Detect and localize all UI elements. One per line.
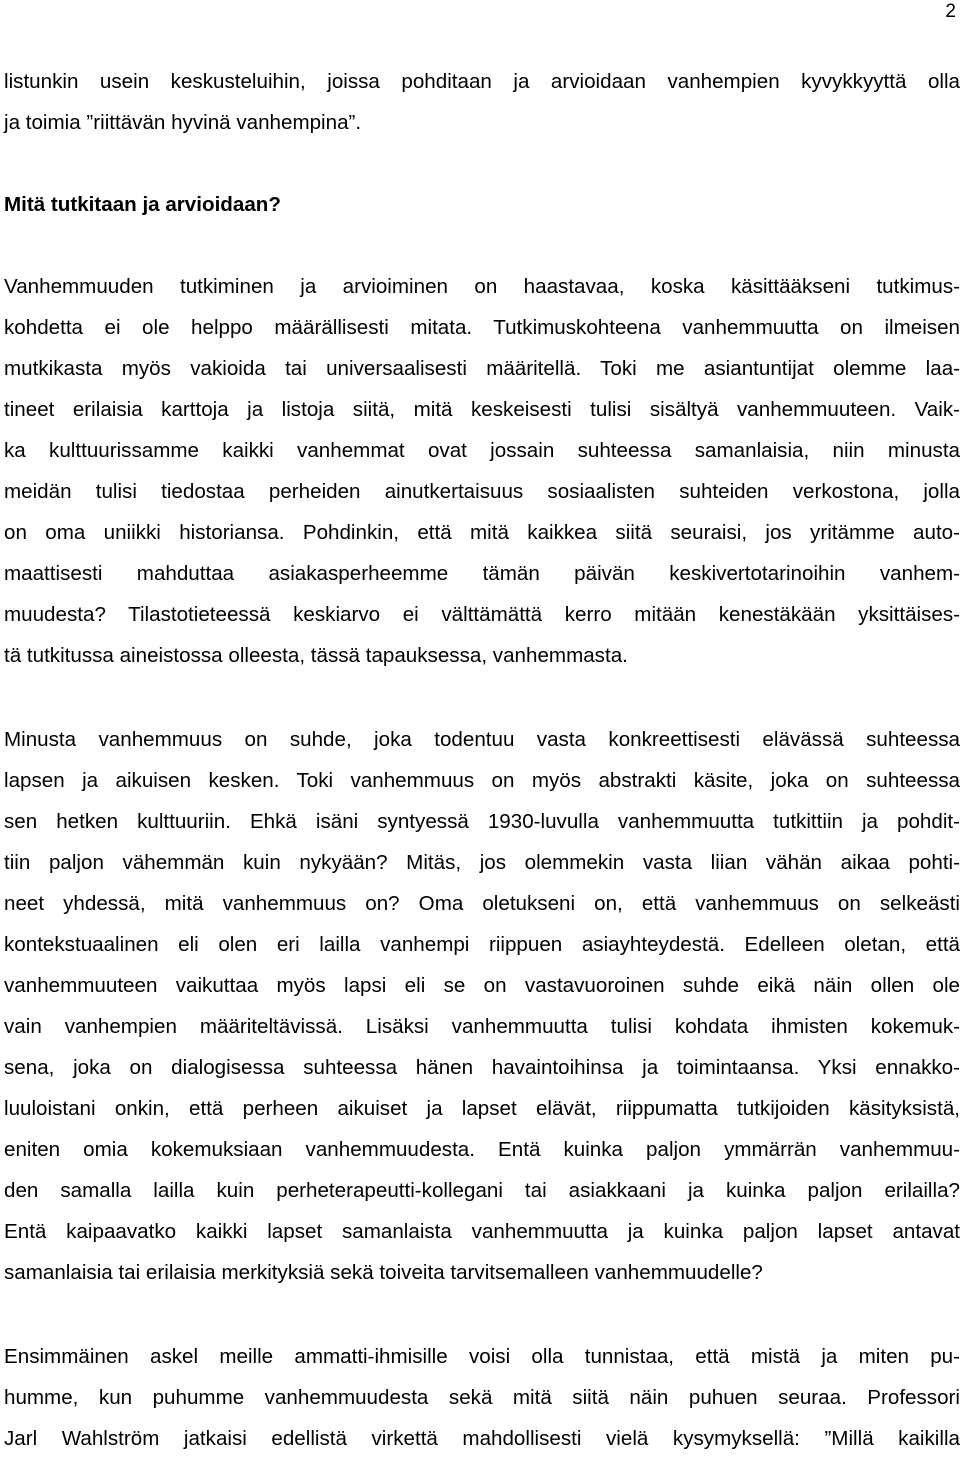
text-line: sen hetken kulttuuriin. Ehkä isäni syntyessä 1930-luvulla vanhemmuutta tutkittiin ja pohdit- bbox=[4, 810, 960, 833]
text-line: sena, joka on dialogisessa suhteessa hänen havaintoihinsa ja toimintaansa. Yksi ennakko- bbox=[4, 1056, 960, 1079]
text-line: humme, kun puhumme vanhemmuudesta sekä mitä siitä näin puhuen seuraa. Professori bbox=[4, 1386, 960, 1409]
text-line: tineet erilaisia karttoja ja listoja siitä, mitä keskeisesti tulisi sisältyä vanhemmuuteen. Vaik- bbox=[4, 398, 960, 421]
text-line: eniten omia kokemuksiaan vanhemmuudesta. Entä kuinka paljon ymmärrän vanhemmuu- bbox=[4, 1138, 960, 1161]
section-heading: Mitä tutkitaan ja arvioidaan? bbox=[4, 193, 281, 216]
paragraph-2 bbox=[4, 719, 960, 1293]
text-line: neet yhdessä, mitä vanhemmuus on? Oma oletukseni on, että vanhemmuus on selkeästi bbox=[4, 892, 960, 915]
text-line: maattisesti mahduttaa asiakasperheemme tämän päivän keskivertotarinoihin vanhem- bbox=[4, 562, 960, 585]
text-line: Entä kaipaavatko kaikki lapset samanlaista vanhemmuutta ja kuinka paljon lapset antavat bbox=[4, 1220, 960, 1243]
paragraph-1 bbox=[4, 266, 960, 676]
text-line: samanlaisia tai erilaisia merkityksiä sekä toiveita tarvitsemalleen vanhemmuudelle? bbox=[4, 1261, 763, 1284]
text-line: Vanhemmuuden tutkiminen ja arvioiminen on haastavaa, koska käsittääkseni tutkimus- bbox=[4, 275, 960, 298]
page-number: 2 bbox=[945, 1, 956, 22]
paragraph-3 bbox=[4, 1336, 960, 1459]
text-line: Minusta vanhemmuus on suhde, joka todentuu vasta konkreettisesti elävässä suhteessa bbox=[4, 728, 960, 751]
text-line: kohdetta ei ole helppo määrällisesti mitata. Tutkimuskohteena vanhemmuutta on ilmeisen bbox=[4, 316, 960, 339]
text-line: luuloistani onkin, että perheen aikuiset ja lapset elävät, riippumatta tutkijoiden käsityksistä, bbox=[4, 1097, 960, 1120]
text-line: listunkin usein keskusteluihin, joissa pohditaan ja arvioidaan vanhempien kyvykkyyttä olla bbox=[4, 70, 960, 93]
text-line: den samalla lailla kuin perheterapeutti-kollegani tai asiakkaani ja kuinka paljon erilailla? bbox=[4, 1179, 960, 1202]
intro-paragraph bbox=[4, 61, 960, 143]
text-line: ja toimia ”riittävän hyvinä vanhempina”. bbox=[4, 111, 362, 134]
text-line: lapsen ja aikuisen kesken. Toki vanhemmuus on myös abstrakti käsite, joka on suhteessa bbox=[4, 769, 960, 792]
text-line: vain vanhempien määriteltävissä. Lisäksi vanhemmuutta tulisi kohdata ihmisten kokemuk- bbox=[4, 1015, 960, 1038]
text-line: kontekstuaalinen eli olen eri lailla vanhempi riippuen asiayhteydestä. Edelleen oletan, että bbox=[4, 933, 960, 956]
text-line: ka kulttuurissamme kaikki vanhemmat ovat jossain suhteessa samanlaisia, niin minusta bbox=[4, 439, 960, 462]
text-line: vanhemmuuteen vaikuttaa myös lapsi eli se on vastavuoroinen suhde eikä näin ollen ole bbox=[4, 974, 960, 997]
text-line: muudesta? Tilastotieteessä keskiarvo ei välttämättä kerro mitään kenestäkään yksittäises- bbox=[4, 603, 960, 626]
text-line: meidän tulisi tiedostaa perheiden ainutkertaisuus sosiaalisten suhteiden verkostona, jolla bbox=[4, 480, 960, 503]
text-line: Ensimmäinen askel meille ammatti-ihmisille voisi olla tunnistaa, että mistä ja miten pu- bbox=[4, 1345, 960, 1368]
text-line: tiin paljon vähemmän kuin nykyään? Mitäs, jos olemmekin vasta liian vähän aikaa pohti- bbox=[4, 851, 960, 874]
text-line: Jarl Wahlström jatkaisi edellistä virkettä mahdollisesti vielä kysymyksellä: ”Millä kaikilla bbox=[4, 1427, 960, 1450]
text-line: mutkikasta myös vakioida tai universaalisesti määritellä. Toki me asiantuntijat olemme laa- bbox=[4, 357, 960, 380]
text-line: on oma uniikki historiansa. Pohdinkin, että mitä kaikkea siitä seuraisi, jos yritämme auto- bbox=[4, 521, 960, 544]
text-line: tä tutkitussa aineistossa olleesta, tässä tapauksessa, vanhemmasta. bbox=[4, 644, 628, 667]
